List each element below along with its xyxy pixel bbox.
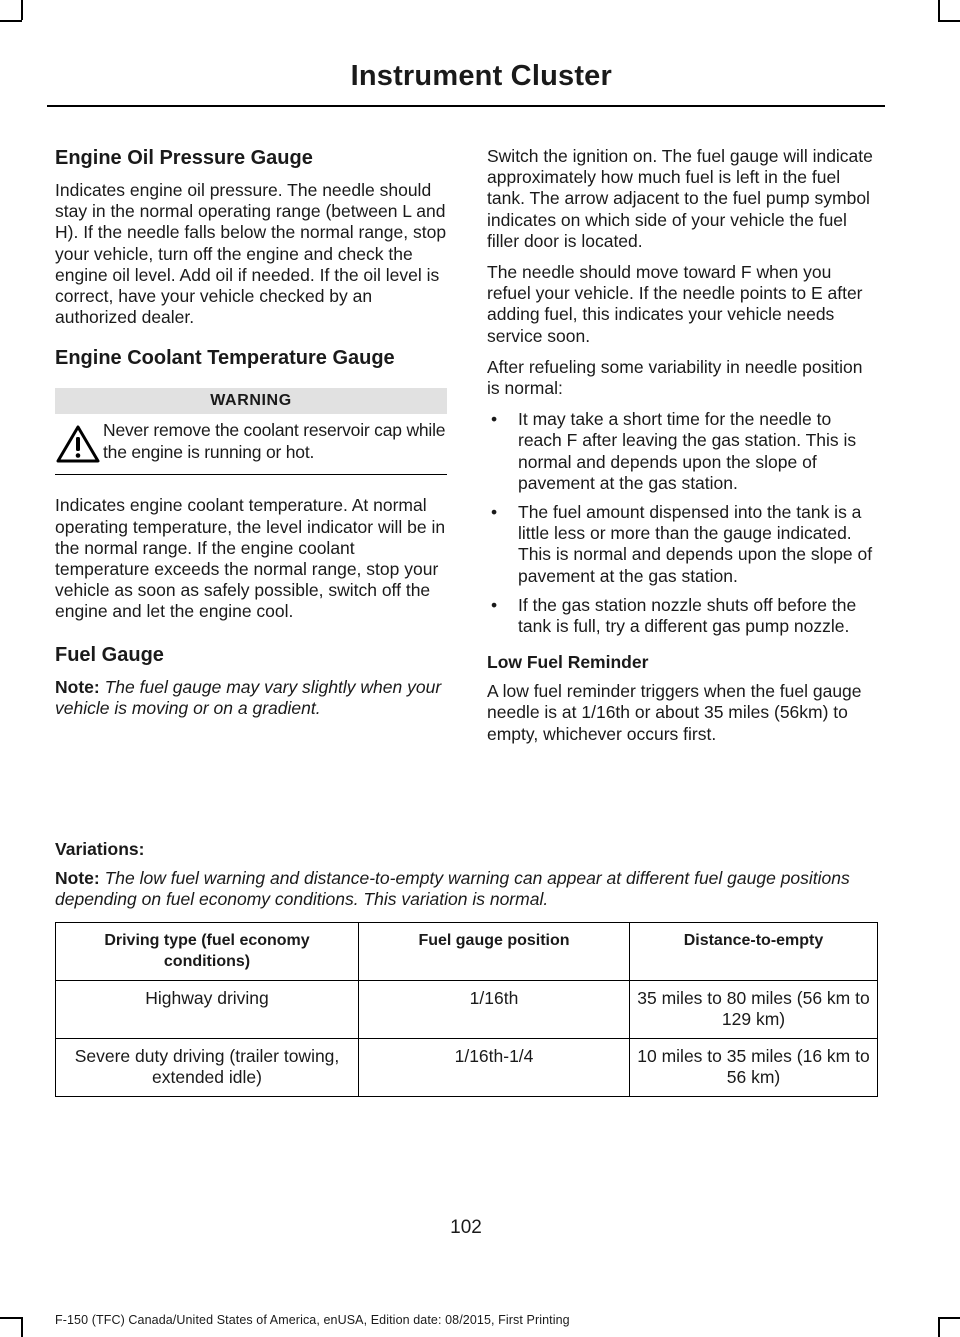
crop-mark: [21, 1317, 23, 1337]
crop-mark: [938, 20, 960, 22]
table-row: [56, 1039, 878, 1097]
list-item: [487, 502, 879, 587]
note-label: Note:: [55, 676, 100, 697]
table-cell: Highway driving: [56, 981, 359, 1039]
list-item: [487, 409, 879, 494]
crop-mark: [21, 0, 23, 20]
variations-note: [55, 868, 880, 910]
list-item-text: It may take a short time for the needle to reach F after leaving the gas station. This is normal and depends upon the slope of pavement at the gas station.: [518, 409, 857, 493]
fuel-paragraph-1: Switch the ignition on. The fuel gauge will indicate approximately how much fuel is left in the fuel tank. The arrow adjacent to the fuel pump symbol indicates on which side of your vehicle the fuel filler door is located.: [487, 146, 873, 251]
page-number: 102: [450, 1217, 482, 1238]
warning-box: [55, 420, 447, 475]
bullet: •: [491, 409, 498, 430]
warning-triangle-icon: [55, 424, 101, 464]
column-header: Distance-to-empty: [630, 923, 878, 981]
crop-mark: [0, 1317, 22, 1319]
crop-mark: [938, 1317, 960, 1319]
table-row: [56, 981, 878, 1039]
variations-heading: Variations:: [55, 839, 145, 859]
footer-text: F-150 (TFC) Canada/United States of America, enUSA, Edition date: 08/2015, First Printing: [55, 1313, 570, 1327]
coolant-text: Indicates engine coolant temperature. At normal operating temperature, the level indicator will be in the normal range. If the engine coolant temperature exceeds the normal range, stop your vehicle as soon as safely possible, switch off the engine and let the engine cool.: [55, 495, 446, 622]
note-text: The low fuel warning and distance-to-empty warning can appear at different fuel gauge positions depending on fuel economy conditions. This variation is normal.: [55, 868, 850, 910]
column-header: Fuel gauge position: [359, 923, 630, 981]
variations-section: [55, 838, 880, 920]
list-item-text: The fuel amount dispensed into the tank is a little less or more than the gauge indicated. This is normal and depends upon the slope of pavement at the gas station.: [518, 502, 873, 586]
note-text: The fuel gauge may vary slightly when your vehicle is moving or on a gradient.: [55, 676, 442, 718]
table-cell: 1/16th: [359, 981, 630, 1039]
list-item: [487, 595, 879, 637]
table-cell: Severe duty driving (trailer towing, extended idle): [56, 1039, 359, 1097]
warning-text: Never remove the coolant reservoir cap while the engine is running or hot.: [103, 420, 446, 462]
refuel-bullet-list: [487, 409, 879, 637]
fuel-paragraph-3: After refueling some variability in needle position is normal:: [487, 356, 863, 399]
low-fuel-heading: Low Fuel Reminder: [487, 652, 649, 673]
table-header-row: [56, 923, 878, 981]
table-cell: 10 miles to 35 miles (16 km to 56 km): [630, 1039, 878, 1097]
note-label: Note:: [55, 868, 100, 888]
header-divider: [47, 105, 885, 107]
warning-banner: WARNING: [55, 388, 447, 414]
oil-pressure-heading: Engine Oil Pressure Gauge: [55, 147, 313, 169]
low-fuel-text: A low fuel reminder triggers when the fuel gauge needle is at 1/16th or about 35 miles (56km) to empty, whichever occurs first.: [487, 681, 862, 744]
crop-mark: [938, 0, 940, 20]
crop-mark: [938, 1317, 940, 1337]
list-item-text: If the gas station nozzle shuts off before the tank is full, try a different gas pump nozzle.: [518, 594, 857, 637]
fuel-gauge-heading: Fuel Gauge: [55, 643, 164, 666]
oil-pressure-text: Indicates engine oil pressure. The needle should stay in the normal operating range (between L and H). If the needle falls below the normal range, stop your vehicle, turn off the engine and check the engine oil level. Add oil if needed. If the oil level is correct, have your vehicle checked by an authorized dealer.: [55, 180, 447, 328]
column-header: Driving type (fuel economy conditions): [56, 923, 359, 981]
bullet: •: [491, 502, 498, 523]
table-cell: 35 miles to 80 miles (56 km to 129 km): [630, 981, 878, 1039]
crop-mark: [0, 20, 22, 22]
page-title: Instrument Cluster: [350, 60, 612, 92]
fuel-variation-table: [55, 922, 878, 1097]
right-column: [487, 142, 879, 755]
bullet: •: [491, 594, 498, 615]
table-cell: 1/16th-1/4: [359, 1039, 630, 1097]
coolant-heading: Engine Coolant Temperature Gauge: [55, 347, 395, 370]
fuel-gauge-note: [55, 677, 447, 719]
fuel-paragraph-2: The needle should move toward F when you refuel your vehicle. If the needle points to E after adding fuel, this indicates your vehicle needs service soon.: [487, 262, 863, 346]
left-column: [55, 142, 447, 729]
